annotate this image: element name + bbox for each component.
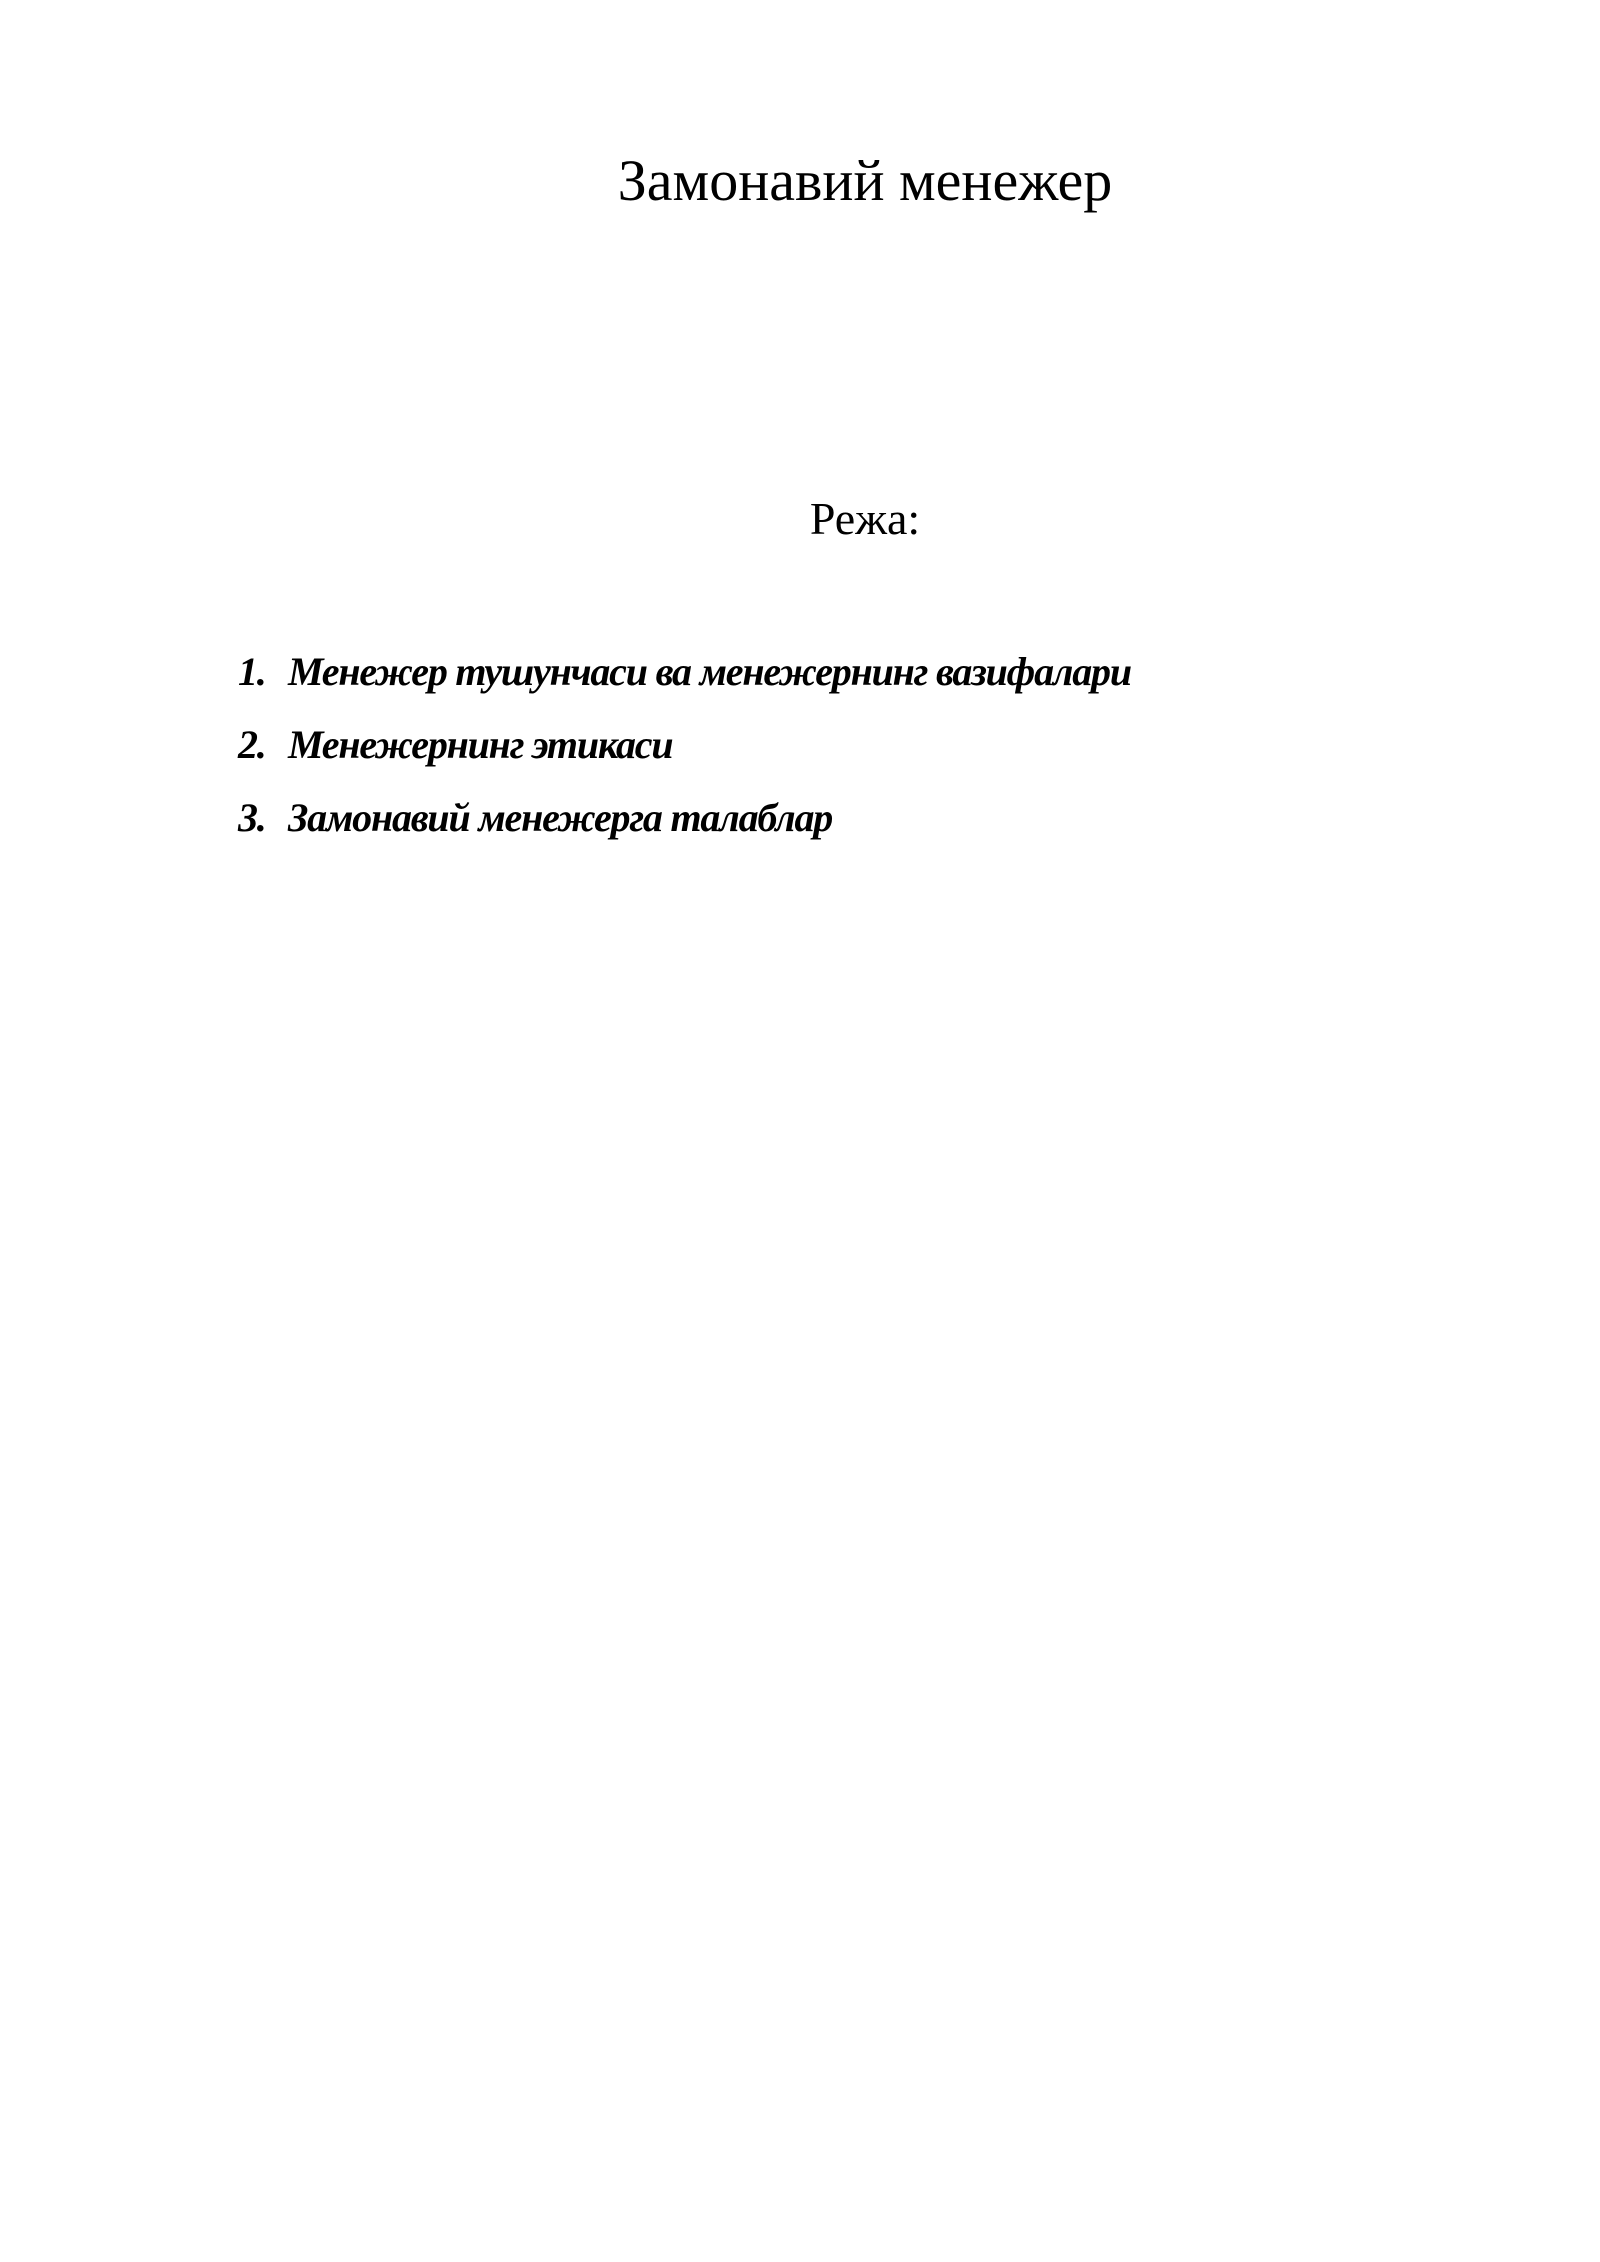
plan-item-text: Менежер тушунчаси ва менежернинг вазифалари bbox=[288, 649, 1131, 694]
document-title: Замонавий менежер bbox=[617, 148, 1113, 213]
plan-item-text: Замонавий менежерга талаблар bbox=[288, 795, 833, 840]
plan-item-number: 2. bbox=[238, 722, 266, 767]
plan-heading: Режа: bbox=[809, 493, 921, 544]
plan-item-number: 3. bbox=[238, 795, 266, 840]
plan-item bbox=[238, 648, 1131, 721]
plan-list bbox=[238, 648, 1131, 867]
plan-item-text: Менежернинг этикаси bbox=[288, 722, 673, 767]
plan-item bbox=[238, 794, 1131, 867]
plan-item bbox=[238, 721, 1131, 794]
plan-item-number: 1. bbox=[238, 649, 266, 694]
